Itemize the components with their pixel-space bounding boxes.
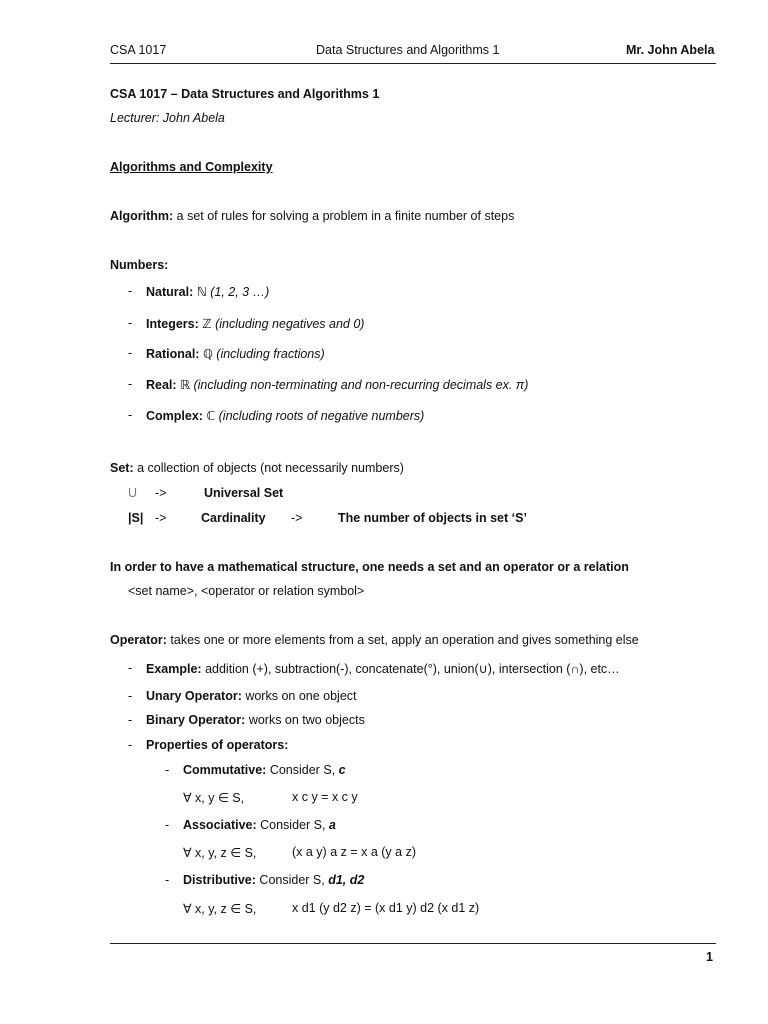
property-associative: Associative: Consider S, a	[183, 818, 336, 832]
bullet: -	[165, 818, 170, 832]
header-rule	[110, 63, 716, 64]
list-item-complex: Complex: ℂ (including roots of negative numbers)	[146, 409, 425, 423]
numbers-heading: Numbers:	[110, 258, 169, 272]
property-distributive: Distributive: Consider S, d1, d2	[183, 873, 365, 887]
header-course-code: CSA 1017	[110, 43, 167, 57]
list-item-properties: Properties of operators:	[146, 738, 289, 752]
header-author: Mr. John Abela	[626, 43, 715, 57]
bullet: -	[128, 738, 133, 752]
bullet: -	[128, 713, 133, 727]
bullet: -	[128, 284, 133, 298]
bullet: -	[128, 689, 133, 703]
course-title: CSA 1017 – Data Structures and Algorithms 1	[110, 87, 380, 101]
bullet: -	[165, 873, 170, 887]
associative-quantifier: ∀ x, y, z ∈ S,	[183, 846, 257, 860]
bullet: -	[128, 408, 133, 422]
bullet: -	[128, 377, 133, 391]
bullet: -	[128, 346, 133, 360]
cardinality-symbol: |S|	[128, 511, 144, 525]
arrow: ->	[155, 511, 167, 525]
cardinality-explanation: The number of objects in set ‘S’	[338, 511, 527, 525]
list-item-rational: Rational: ℚ (including fractions)	[146, 347, 325, 361]
algorithm-term: Algorithm:	[110, 209, 174, 223]
algorithm-text: a set of rules for solving a problem in a finite number of steps	[173, 209, 515, 223]
list-item-example: Example: addition (+), subtraction(-), concatenate(°), union(∪), intersection (∩), etc…	[146, 662, 620, 676]
list-item-unary: Unary Operator: works on one object	[146, 689, 357, 703]
header-course-name: Data Structures and Algorithms 1	[316, 43, 500, 57]
list-item-natural: Natural: ℕ (1, 2, 3 …)	[146, 285, 270, 299]
universal-set-symbol: U	[128, 486, 138, 500]
page-number: 1	[706, 950, 713, 964]
structure-text: In order to have a mathematical structure, one needs a set and an operator or a relation	[110, 560, 629, 574]
footer-rule	[110, 943, 716, 944]
arrow: ->	[291, 511, 303, 525]
algorithm-definition	[110, 209, 514, 223]
bullet: -	[128, 661, 133, 675]
arrow: ->	[155, 486, 167, 500]
commutative-quantifier: ∀ x, y ∈ S,	[183, 791, 245, 805]
structure-form: <set name>, <operator or relation symbol>	[128, 584, 365, 598]
property-commutative: Commutative: Consider S, c	[183, 763, 346, 777]
list-item-real: Real: ℝ (including non-terminating and non-recurring decimals ex. π)	[146, 378, 529, 392]
associative-law: (x a y) a z = x a (y a z)	[292, 845, 416, 859]
list-item-integers: Integers: ℤ (including negatives and 0)	[146, 317, 365, 331]
bullet: -	[165, 763, 170, 777]
universal-set-label: Universal Set	[204, 486, 284, 500]
set-definition: Set: a collection of objects (not necessarily numbers)	[110, 461, 404, 475]
section-title: Algorithms and Complexity	[110, 160, 273, 174]
lecturer: Lecturer: John Abela	[110, 111, 225, 125]
cardinality-label: Cardinality	[201, 511, 266, 525]
operator-definition: Operator: takes one or more elements from a set, apply an operation and gives something else	[110, 633, 639, 647]
commutative-law: x c y = x c y	[292, 790, 358, 804]
distributive-law: x d1 (y d2 z) = (x d1 y) d2 (x d1 z)	[292, 901, 480, 915]
distributive-quantifier: ∀ x, y, z ∈ S,	[183, 902, 257, 916]
list-item-binary: Binary Operator: works on two objects	[146, 713, 365, 727]
bullet: -	[128, 316, 133, 330]
